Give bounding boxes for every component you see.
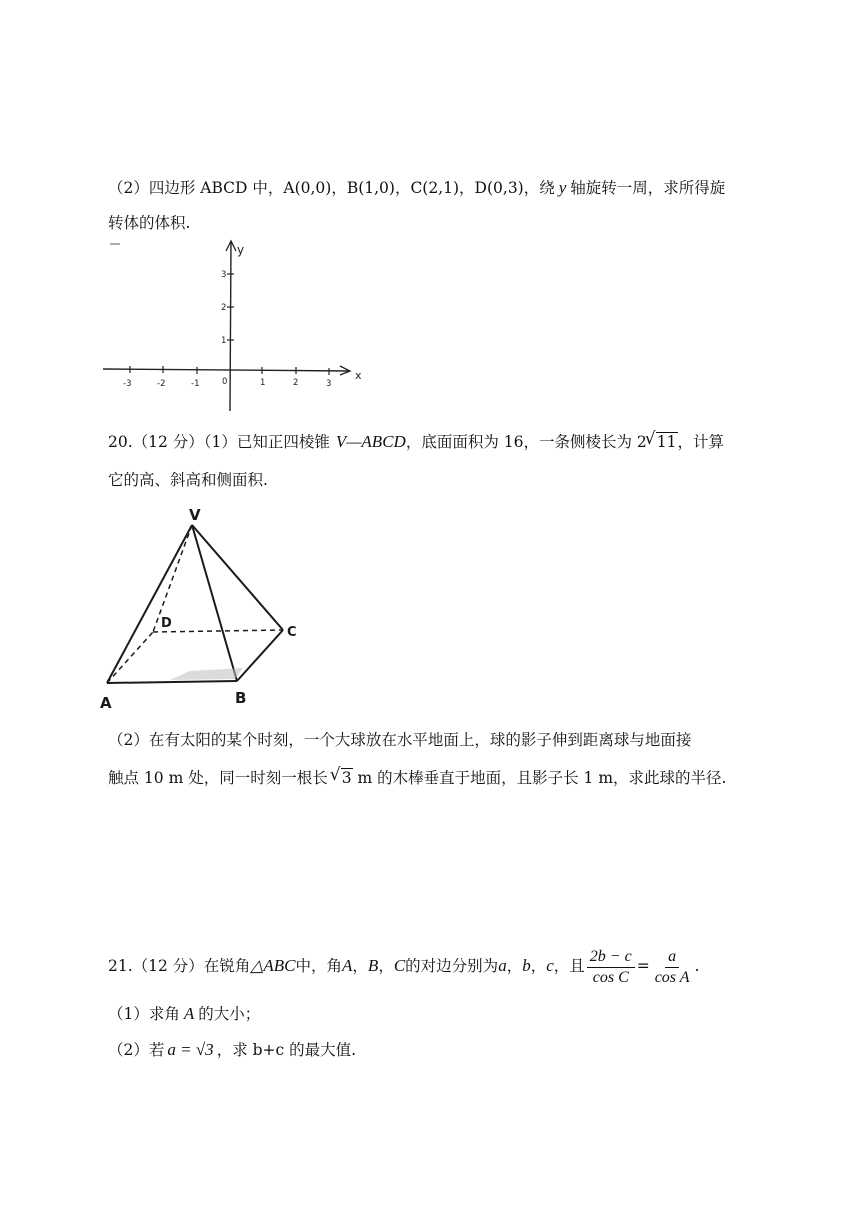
q20-2-line2: 触点 10 m 处，同一时刻一根长√ 3 m 的木棒垂直于地面，且影子长 1 m，求此球的半径.: [108, 767, 726, 789]
q21-line1: 21.（12 分）在锐角△ABC中，角A，B，C的对边分别为a，b，c，且 $\frac{2b - c}{\text{cos C}}$ = $\frac{a}{\text{cos A}}$ .: [108, 947, 700, 986]
edge-BC: [237, 630, 283, 681]
label-D: D: [161, 616, 172, 631]
pyramid-figure: [95, 503, 320, 718]
y-tick-label: 1: [221, 336, 227, 346]
edge-VC: [192, 525, 283, 630]
pyramid-name: V—ABCD: [335, 432, 406, 451]
label-A: A: [100, 694, 112, 712]
x-tick-label: 2: [293, 378, 299, 388]
q20-line2: 它的高、斜高和侧面积.: [108, 471, 268, 489]
y-axis: [230, 241, 231, 411]
x-tick-label: 0: [222, 377, 228, 387]
q21-line2: （1）求角 A 的大小；: [108, 1004, 261, 1023]
equals-sign: =: [636, 957, 650, 975]
condition-a: a = √3: [167, 1040, 214, 1059]
label-B: B: [235, 689, 247, 707]
fraction-left: $\frac{2b - c}{\text{cos C}}$: [587, 947, 635, 988]
sqrt-11: √ 11: [647, 431, 678, 453]
sqrt-3: √ 3: [332, 767, 353, 789]
coordinate-axes-figure: [100, 236, 370, 416]
q19-2-line1: （2）四边形 ABCD 中，A(0,0)，B(1,0)，C(2,1)，D(0,3)，绕 y 轴旋转一周，求所得旋: [108, 178, 726, 197]
x-axis: [103, 369, 350, 371]
x-tick-label: -2: [157, 379, 166, 389]
x-axis-label: x: [355, 369, 362, 382]
var-y: y: [558, 178, 567, 197]
q21-line3: （2）若 a = √3 ，求 b+c 的最大值.: [108, 1040, 357, 1059]
edge-VA: [107, 525, 192, 683]
edge-VD-hidden: [153, 525, 192, 632]
q20-line1: 20.（12 分）（1）已知正四棱锥 V—ABCD，底面面积为 16，一条侧棱长为 2√ 11，计算: [108, 431, 724, 453]
x-tick-label: 3: [326, 379, 332, 389]
q20-2-line1: （2）在有太阳的某个时刻，一个大球放在水平地面上，球的影子伸到距离球与地面接: [108, 731, 692, 749]
fraction-right: $\frac{a}{\text{cos A}}$: [654, 947, 690, 986]
label-C: C: [287, 625, 297, 640]
edge-AB: [107, 681, 237, 683]
x-tick-label: -1: [191, 379, 200, 389]
edge-VB: [192, 525, 237, 681]
q19-2-line2: 转体的体积.: [108, 214, 191, 232]
x-tick-label: -3: [123, 379, 132, 389]
y-tick-label: 3: [221, 270, 227, 280]
y-axis-label: y: [237, 243, 245, 257]
label-V: V: [189, 506, 201, 524]
triangle-ABC: △ABC: [250, 956, 296, 975]
y-tick-label: 2: [221, 303, 227, 313]
edge-DC-hidden: [153, 630, 283, 632]
x-tick-label: 1: [260, 378, 266, 388]
base-shading: [170, 668, 243, 680]
